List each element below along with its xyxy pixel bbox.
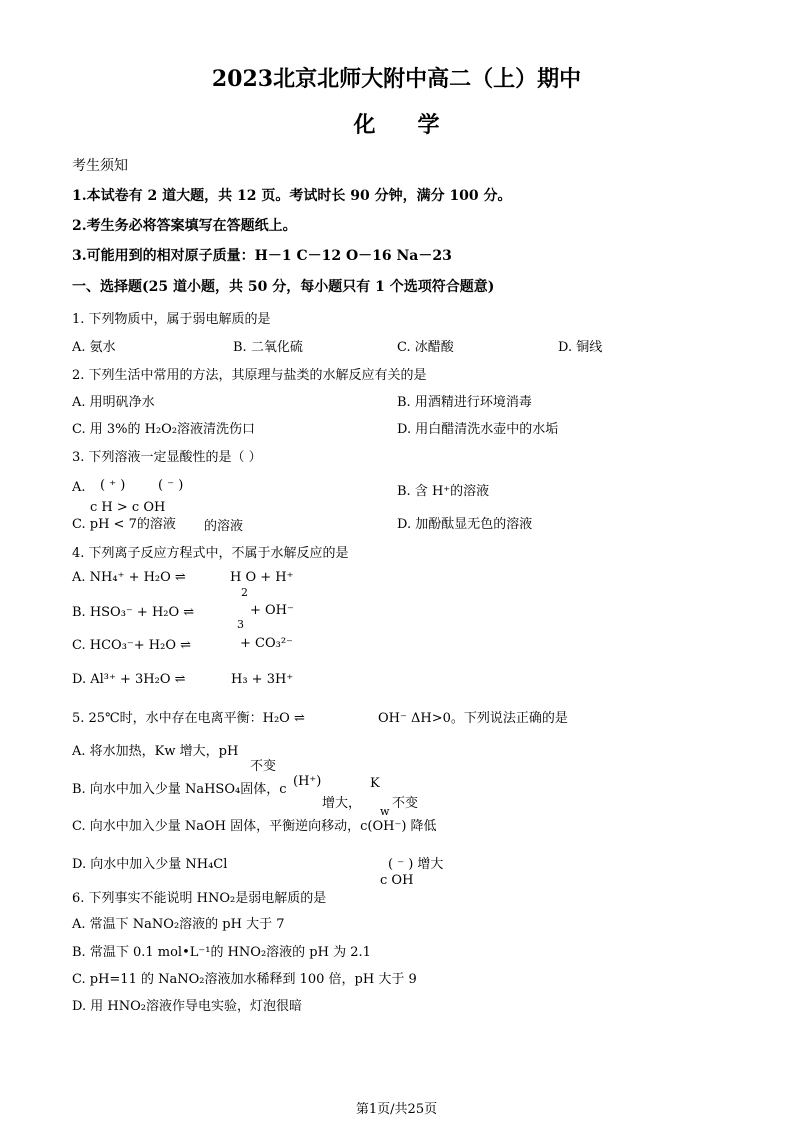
q4-option-a-left: A. NH₄⁺ + H₂O ⇌ [72, 570, 186, 585]
q5-stem-right: OH⁻ ΔH>0。下列说法正确的是 [378, 711, 568, 726]
q3-option-d: D. 加酚酞显无色的溶液 [397, 517, 533, 532]
q4-option-d-left: D. Al³⁺ + 3H₂O ⇌ [72, 672, 186, 687]
page-number: 第1页/共25页 [355, 1102, 438, 1117]
q3-option-c-tail: 的溶液 [204, 519, 244, 534]
q3-option-a-paren-oh: ( ⁻ ) [158, 478, 184, 493]
q1-option-a: A. 氨水 [72, 340, 116, 355]
q6-option-d: D. 用 HNO₂溶液作导电实验，灯泡很暗 [72, 999, 302, 1014]
q6-stem: 6. 下列事实不能说明 HNO₂是弱电解质的是 [72, 891, 327, 906]
q4-option-c-left: C. HCO₃⁻+ H₂O ⇌ [72, 638, 192, 653]
q6-option-c: C. pH=11 的 NaNO₂溶液加水稀释到 100 倍，pH 大于 9 [72, 972, 417, 987]
q5-stem-left: 5. 25℃时，水中存在电离平衡：H₂O ⇌ [72, 711, 305, 726]
q5-option-b-tail: 不变 [392, 796, 419, 811]
q1-option-c: C. 冰醋酸 [397, 340, 454, 355]
q3-option-c: C. pH < 7的溶液 [72, 517, 176, 532]
q1-option-d: D. 铜线 [558, 340, 603, 355]
q5-option-d: D. 向水中加入少量 NH₄Cl [72, 857, 228, 872]
q5-option-b-k: K [370, 776, 380, 791]
q4-option-b-right: + OH⁻ [250, 603, 294, 618]
q3-option-a-expression: c H > c OH [90, 500, 166, 515]
q5-option-b-mid: 增大， [322, 796, 362, 811]
notice-item-3: 3.可能用到的相对原子质量：H－1 C－12 O－16 Na－23 [72, 248, 452, 264]
q2-option-a: A. 用明矾净水 [72, 395, 155, 410]
q2-option-c: C. 用 3%的 H₂O₂溶液清洗伤口 [72, 422, 256, 437]
q5-option-d-c: c OH [380, 873, 414, 888]
q4-stem: 4. 下列离子反应方程式中，不属于水解反应的是 [72, 546, 349, 561]
q5-option-b: B. 向水中加入少量 NaHSO₄固体，c [72, 782, 287, 797]
q3-option-a-label: A. [72, 480, 86, 495]
page-title: 2023北京北师大附中高二（上）期中 [211, 66, 582, 92]
q5-option-b-w: w [380, 805, 390, 818]
q5-option-c: C. 向水中加入少量 NaOH 固体，平衡逆向移动，c(OH⁻) 降低 [72, 819, 437, 834]
q2-option-b: B. 用酒精进行环境消毒 [397, 395, 532, 410]
q5-option-b-paren: (H⁺) [293, 774, 322, 789]
section-heading: 一、选择题(25 道小题，共 50 分，每小题只有 1 个选项符合题意) [72, 279, 495, 295]
q3-option-b: B. 含 H⁺的溶液 [397, 484, 490, 499]
q4-option-c-right: + CO₃²⁻ [240, 636, 293, 651]
q6-option-a: A. 常温下 NaNO₂溶液的 pH 大于 7 [72, 917, 285, 932]
q5-option-a-tail: 不变 [250, 759, 277, 774]
q4-option-a-right: H O + H⁺ [230, 570, 294, 585]
q4-option-b-left: B. HSO₃⁻ + H₂O ⇌ [72, 605, 195, 620]
q4-option-d-right: H₃ + 3H⁺ [231, 672, 294, 687]
q2-option-d: D. 用白醋清洗水壶中的水垢 [397, 422, 559, 437]
q1-option-b: B. 二氧化硫 [233, 340, 303, 355]
q5-option-a: A. 将水加热，Kw 增大，pH [72, 744, 239, 759]
q1-stem: 1. 下列物质中，属于弱电解质的是 [72, 312, 271, 327]
notice-heading: 考生须知 [72, 158, 128, 174]
q3-option-a-paren-h: ( ⁺ ) [100, 478, 126, 493]
q6-option-b: B. 常温下 0.1 mol•L⁻¹的 HNO₂溶液的 pH 为 2.1 [72, 945, 371, 960]
subject-title: 化学 [353, 112, 482, 138]
q5-option-d-paren: ( ⁻ ) 增大 [388, 857, 444, 872]
q4-option-a-subscript: 2 [241, 586, 248, 599]
q2-stem: 2. 下列生活中常用的方法，其原理与盐类的水解反应有关的是 [72, 368, 427, 383]
q3-stem: 3. 下列溶液一定显酸性的是（ ） [72, 450, 262, 465]
q4-option-b-subscript: 3 [237, 618, 244, 631]
notice-item-1: 1.本试卷有 2 道大题，共 12 页。考试时长 90 分钟，满分 100 分。 [72, 188, 512, 204]
notice-item-2: 2.考生务必将答案填写在答题纸上。 [72, 218, 297, 234]
